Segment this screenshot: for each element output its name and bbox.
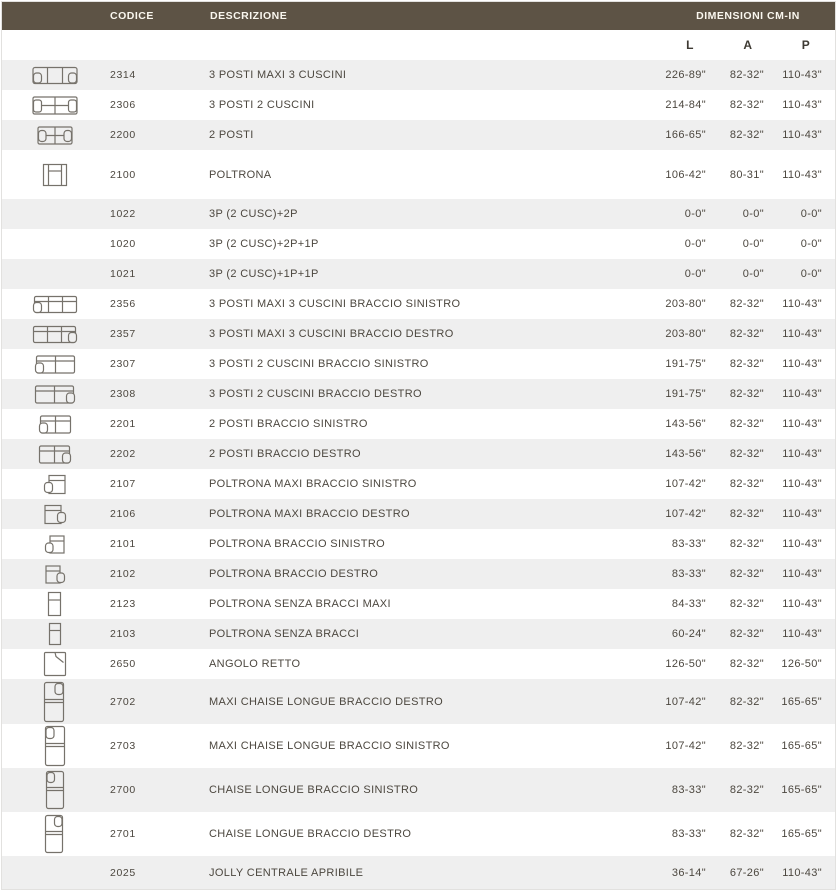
code-cell: 1021 bbox=[110, 268, 136, 280]
dimension-l-cell: 0-0" bbox=[684, 238, 706, 250]
code-cell: 2025 bbox=[110, 866, 136, 879]
dimension-a-cell: 82-32" bbox=[729, 328, 764, 340]
corner-unit-icon bbox=[2, 651, 107, 677]
dimension-p-cell: 110-43" bbox=[782, 628, 822, 640]
dimension-l-cell: 107-42" bbox=[665, 478, 706, 490]
chaise-maxi-left-arm-icon bbox=[2, 725, 107, 767]
table-row bbox=[2, 679, 835, 724]
armchair-left-arm-icon bbox=[2, 534, 107, 555]
code-cell: 1022 bbox=[110, 208, 136, 220]
dimension-l-cell: 191-75" bbox=[665, 358, 706, 370]
armless-seat-maxi-icon bbox=[2, 591, 107, 617]
dimension-a-cell: 82-32" bbox=[729, 598, 764, 610]
column-header-l: L bbox=[686, 38, 694, 52]
table-row bbox=[2, 812, 835, 856]
armchair-maxi-right-arm-icon bbox=[2, 504, 107, 525]
code-cell: 2200 bbox=[110, 129, 136, 141]
table-row bbox=[2, 259, 835, 289]
dimension-l-cell: 126-50" bbox=[665, 658, 706, 670]
sofa-2-icon bbox=[2, 125, 107, 146]
dimension-p-cell: 165-65" bbox=[781, 784, 822, 796]
table-header-bar bbox=[2, 2, 835, 30]
table-row bbox=[2, 529, 835, 559]
table-row bbox=[2, 289, 835, 319]
dimension-l-cell: 143-56" bbox=[665, 418, 706, 430]
dimension-p-cell: 110-43" bbox=[782, 418, 822, 430]
code-cell: 2703 bbox=[110, 740, 136, 752]
dimensions-table bbox=[1, 1, 836, 890]
table-row bbox=[2, 768, 835, 812]
dimension-p-cell: 110-43" bbox=[782, 168, 822, 181]
dimension-a-cell: 82-32" bbox=[729, 129, 764, 141]
dimension-p-cell: 110-43" bbox=[782, 358, 822, 370]
table-row bbox=[2, 319, 835, 349]
description-cell: POLTRONA SENZA BRACCI bbox=[209, 628, 360, 640]
dimension-a-cell: 0-0" bbox=[742, 238, 764, 250]
dimension-a-cell: 80-31" bbox=[729, 168, 764, 181]
column-header-p: P bbox=[801, 38, 811, 52]
dimension-p-cell: 110-43" bbox=[782, 298, 822, 310]
dimension-l-cell: 84-33" bbox=[671, 598, 706, 610]
column-header-codice: CODICE bbox=[110, 10, 154, 22]
description-cell: POLTRONA MAXI BRACCIO SINISTRO bbox=[209, 478, 417, 490]
code-cell: 2107 bbox=[110, 478, 136, 490]
dimension-p-cell: 110-43" bbox=[782, 69, 822, 81]
code-cell: 2102 bbox=[110, 568, 136, 580]
dimension-l-cell: 214-84" bbox=[665, 99, 706, 111]
description-cell: 3P (2 CUSC)+2P+1P bbox=[209, 238, 319, 250]
dimension-a-cell: 82-32" bbox=[729, 99, 764, 111]
chaise-left-arm-icon bbox=[2, 770, 107, 810]
description-cell: MAXI CHAISE LONGUE BRACCIO SINISTRO bbox=[209, 740, 450, 752]
table-row bbox=[2, 724, 835, 768]
table-row bbox=[2, 120, 835, 150]
dimension-a-cell: 82-32" bbox=[729, 69, 764, 81]
description-cell: 2 POSTI BRACCIO DESTRO bbox=[209, 448, 361, 460]
description-cell: 3 POSTI MAXI 3 CUSCINI BRACCIO SINISTRO bbox=[209, 298, 461, 310]
dimension-l-cell: 107-42" bbox=[665, 695, 706, 708]
dimension-p-cell: 110-43" bbox=[782, 508, 822, 520]
dimension-l-cell: 83-33" bbox=[671, 538, 706, 550]
table-row bbox=[2, 649, 835, 679]
dimension-l-cell: 226-89" bbox=[665, 69, 706, 81]
table-row bbox=[2, 439, 835, 469]
code-cell: 2106 bbox=[110, 508, 136, 520]
dimension-l-cell: 107-42" bbox=[665, 740, 706, 752]
dimension-p-cell: 110-43" bbox=[782, 388, 822, 400]
dimension-p-cell: 0-0" bbox=[800, 268, 822, 280]
dimension-a-cell: 82-32" bbox=[729, 784, 764, 796]
dimension-l-cell: 0-0" bbox=[684, 268, 706, 280]
dimension-p-cell: 110-43" bbox=[782, 598, 822, 610]
table-row bbox=[2, 60, 835, 90]
dimension-p-cell: 0-0" bbox=[800, 208, 822, 220]
dimension-a-cell: 82-32" bbox=[729, 628, 764, 640]
code-cell: 2100 bbox=[110, 168, 136, 181]
dimension-p-cell: 165-65" bbox=[781, 695, 822, 708]
column-header-descrizione: DESCRIZIONE bbox=[210, 10, 288, 22]
description-cell: 3P (2 CUSC)+2P bbox=[209, 208, 298, 220]
dimension-a-cell: 82-32" bbox=[729, 695, 764, 708]
chaise-maxi-right-arm-icon bbox=[2, 681, 107, 723]
sofa-3-left-arm-icon bbox=[2, 354, 107, 375]
description-cell: MAXI CHAISE LONGUE BRACCIO DESTRO bbox=[209, 695, 444, 708]
description-cell: 3 POSTI 2 CUSCINI BRACCIO SINISTRO bbox=[209, 358, 429, 370]
dimension-a-cell: 82-32" bbox=[729, 740, 764, 752]
code-cell: 2202 bbox=[110, 448, 136, 460]
description-cell: 3 POSTI MAXI 3 CUSCINI bbox=[209, 69, 347, 81]
table-row bbox=[2, 90, 835, 120]
description-cell: 3 POSTI 2 CUSCINI bbox=[209, 99, 315, 111]
column-header-dimensioni: DIMENSIONI CM-IN bbox=[696, 10, 800, 22]
table-row bbox=[2, 499, 835, 529]
sofa-3-icon bbox=[2, 95, 107, 116]
code-cell: 2123 bbox=[110, 598, 136, 610]
dimension-p-cell: 126-50" bbox=[781, 658, 822, 670]
table-body bbox=[2, 60, 835, 889]
dimension-p-cell: 110-43" bbox=[782, 866, 822, 879]
description-cell: 3 POSTI 2 CUSCINI BRACCIO DESTRO bbox=[209, 388, 422, 400]
dimension-a-cell: 0-0" bbox=[742, 268, 764, 280]
dimension-l-cell: 0-0" bbox=[684, 208, 706, 220]
dimension-a-cell: 0-0" bbox=[742, 208, 764, 220]
dimension-p-cell: 0-0" bbox=[800, 238, 822, 250]
dimension-l-cell: 143-56" bbox=[665, 448, 706, 460]
dimension-l-cell: 60-24" bbox=[671, 628, 706, 640]
dimension-subheader bbox=[2, 30, 835, 60]
code-cell: 1020 bbox=[110, 238, 136, 250]
dimension-p-cell: 110-43" bbox=[782, 538, 822, 550]
description-cell: POLTRONA SENZA BRACCI MAXI bbox=[209, 598, 391, 610]
sofa-2-left-arm-icon bbox=[2, 414, 107, 435]
dimension-a-cell: 82-32" bbox=[729, 538, 764, 550]
description-cell: ANGOLO RETTO bbox=[209, 658, 301, 670]
code-cell: 2306 bbox=[110, 99, 136, 111]
column-header-a: A bbox=[743, 38, 753, 52]
dimension-a-cell: 82-32" bbox=[729, 478, 764, 490]
description-cell: POLTRONA BRACCIO DESTRO bbox=[209, 568, 379, 580]
dimension-p-cell: 110-43" bbox=[782, 129, 822, 141]
dimension-a-cell: 82-32" bbox=[729, 418, 764, 430]
table-row bbox=[2, 150, 835, 199]
dimension-p-cell: 110-43" bbox=[782, 568, 822, 580]
table-row bbox=[2, 349, 835, 379]
dimension-l-cell: 83-33" bbox=[671, 828, 706, 840]
dimension-a-cell: 82-32" bbox=[729, 568, 764, 580]
sofa-3-right-arm-icon bbox=[2, 384, 107, 405]
code-cell: 2201 bbox=[110, 418, 136, 430]
table-row bbox=[2, 199, 835, 229]
code-cell: 2650 bbox=[110, 658, 136, 670]
dimension-p-cell: 110-43" bbox=[782, 328, 822, 340]
sofa-3-maxi-left-arm-icon bbox=[2, 295, 107, 314]
table-row bbox=[2, 229, 835, 259]
dimension-p-cell: 165-65" bbox=[781, 828, 822, 840]
table-row bbox=[2, 409, 835, 439]
table-row bbox=[2, 619, 835, 649]
dimension-p-cell: 110-43" bbox=[782, 99, 822, 111]
code-cell: 2101 bbox=[110, 538, 136, 550]
table-row bbox=[2, 379, 835, 409]
dimension-a-cell: 82-32" bbox=[729, 508, 764, 520]
dimension-p-cell: 110-43" bbox=[782, 448, 822, 460]
code-cell: 2701 bbox=[110, 828, 136, 840]
dimension-l-cell: 83-33" bbox=[671, 568, 706, 580]
dimension-l-cell: 106-42" bbox=[665, 168, 706, 181]
sofa-2-right-arm-icon bbox=[2, 444, 107, 465]
table-row bbox=[2, 589, 835, 619]
description-cell: 2 POSTI bbox=[209, 129, 254, 141]
description-cell: 3 POSTI MAXI 3 CUSCINI BRACCIO DESTRO bbox=[209, 328, 454, 340]
dimension-a-cell: 82-32" bbox=[729, 658, 764, 670]
description-cell: CHAISE LONGUE BRACCIO DESTRO bbox=[209, 828, 412, 840]
table-row bbox=[2, 559, 835, 589]
description-cell: 2 POSTI BRACCIO SINISTRO bbox=[209, 418, 368, 430]
sofa-3-maxi-icon bbox=[2, 66, 107, 85]
description-cell: JOLLY CENTRALE APRIBILE bbox=[209, 866, 364, 879]
code-cell: 2308 bbox=[110, 388, 136, 400]
dimension-l-cell: 166-65" bbox=[665, 129, 706, 141]
dimension-l-cell: 203-80" bbox=[665, 328, 706, 340]
code-cell: 2307 bbox=[110, 358, 136, 370]
dimension-a-cell: 82-32" bbox=[729, 828, 764, 840]
code-cell: 2702 bbox=[110, 695, 136, 708]
code-cell: 2103 bbox=[110, 628, 136, 640]
dimension-a-cell: 82-32" bbox=[729, 448, 764, 460]
dimension-a-cell: 82-32" bbox=[729, 358, 764, 370]
dimension-l-cell: 203-80" bbox=[665, 298, 706, 310]
description-cell: POLTRONA BRACCIO SINISTRO bbox=[209, 538, 386, 550]
code-cell: 2357 bbox=[110, 328, 136, 340]
dimension-a-cell: 82-32" bbox=[729, 388, 764, 400]
armchair-maxi-left-arm-icon bbox=[2, 474, 107, 495]
dimension-p-cell: 165-65" bbox=[781, 740, 822, 752]
table-row bbox=[2, 856, 835, 889]
dimension-l-cell: 191-75" bbox=[665, 388, 706, 400]
armchair-right-arm-icon bbox=[2, 564, 107, 585]
dimension-a-cell: 82-32" bbox=[729, 298, 764, 310]
armchair-icon bbox=[2, 163, 107, 187]
dimension-l-cell: 107-42" bbox=[665, 508, 706, 520]
code-cell: 2700 bbox=[110, 784, 136, 796]
dimension-a-cell: 67-26" bbox=[729, 866, 764, 879]
chaise-right-arm-icon bbox=[2, 814, 107, 854]
sofa-3-maxi-right-arm-icon bbox=[2, 325, 107, 344]
table-row bbox=[2, 469, 835, 499]
code-cell: 2314 bbox=[110, 69, 136, 81]
description-cell: 3P (2 CUSC)+1P+1P bbox=[209, 268, 319, 280]
dimension-p-cell: 110-43" bbox=[782, 478, 822, 490]
description-cell: POLTRONA bbox=[209, 168, 272, 181]
armless-seat-icon bbox=[2, 622, 107, 646]
code-cell: 2356 bbox=[110, 298, 136, 310]
description-cell: CHAISE LONGUE BRACCIO SINISTRO bbox=[209, 784, 419, 796]
dimension-l-cell: 36-14" bbox=[671, 866, 706, 879]
dimension-l-cell: 83-33" bbox=[671, 784, 706, 796]
description-cell: POLTRONA MAXI BRACCIO DESTRO bbox=[209, 508, 410, 520]
